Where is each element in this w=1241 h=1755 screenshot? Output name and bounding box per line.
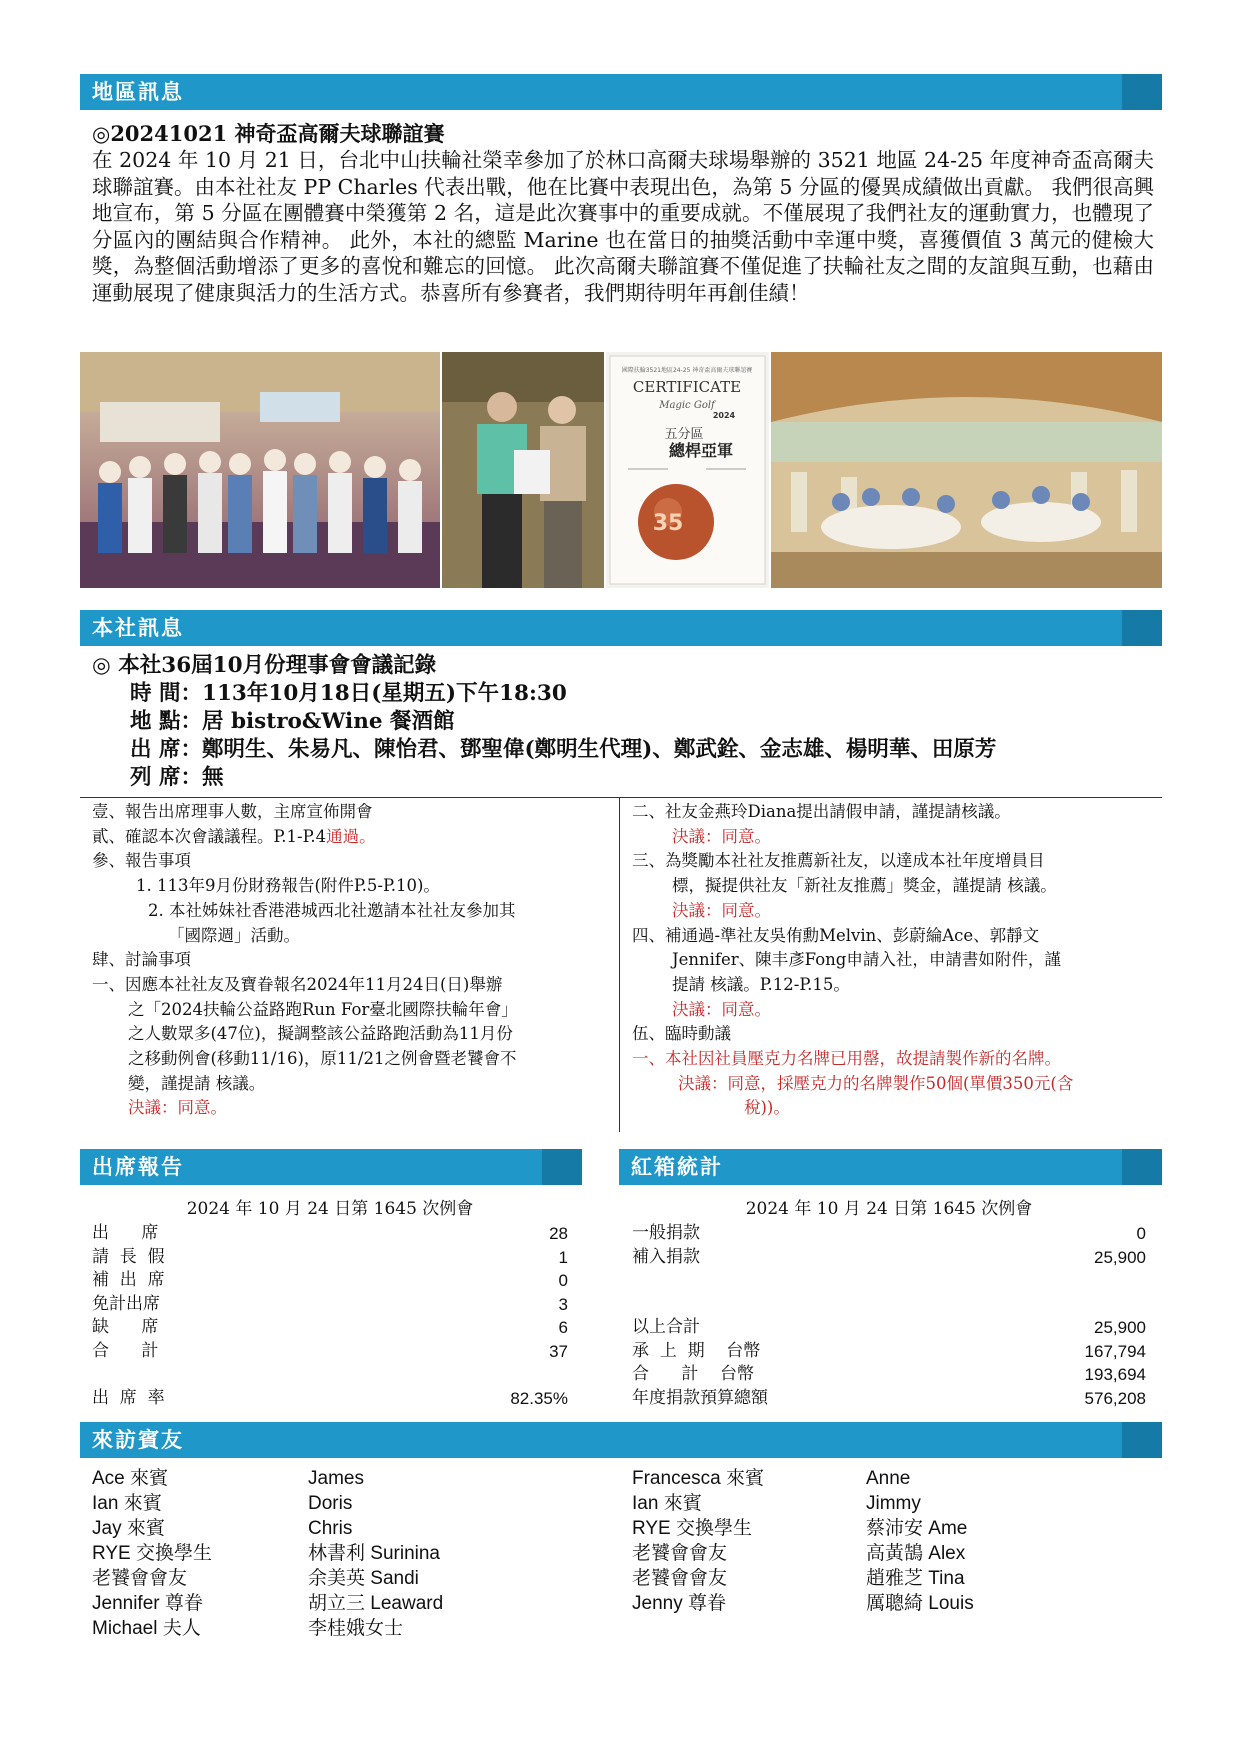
minutes-line-text: 稅))。 xyxy=(744,1098,790,1118)
stat-row xyxy=(632,1269,1146,1293)
group-photo-illustration xyxy=(80,352,440,588)
minutes-line-text: 決議：同意。 xyxy=(672,999,771,1019)
minutes-line-text: 壹、報告出席理事人數，主席宣佈開會 xyxy=(92,802,373,821)
stat-value: 3 xyxy=(558,1294,568,1314)
minutes-line xyxy=(632,1096,1162,1121)
stat-label: 缺 席 xyxy=(92,1317,159,1337)
stat-label: 一般捐款 xyxy=(632,1223,700,1243)
visitors-section-header xyxy=(80,1422,1162,1458)
meeting-time: 時 間：113年10月18日(星期五)下午18:30 xyxy=(130,681,567,706)
minutes-line-text: 伍、臨時動議 xyxy=(632,1024,731,1044)
stat-row xyxy=(632,1316,1146,1340)
minutes-line xyxy=(92,825,612,850)
cert-division: 五分區 xyxy=(664,427,704,442)
visitor-name: Ian 來賓 xyxy=(92,1493,162,1514)
stat-row xyxy=(92,1222,568,1246)
region-section-header xyxy=(80,74,1162,110)
minutes-line xyxy=(632,1022,1162,1047)
minutes-line xyxy=(92,1096,612,1121)
stat-row xyxy=(632,1293,1146,1317)
minutes-line xyxy=(92,973,612,998)
minutes-line xyxy=(632,874,1162,899)
minutes-line-text: Jennifer、陳丰彥Fong申請入社，申請書如附件，謹 xyxy=(672,950,1061,970)
cert-year: 2024 xyxy=(712,411,736,420)
minutes-line-text: 一、因應本社社友及寶眷報名2024年11月24日(日)舉辦 xyxy=(92,974,503,994)
visitor-name: Jay 來賓 xyxy=(92,1518,165,1539)
minutes-left-column xyxy=(92,800,612,1121)
club-header-text: 本社訊息 xyxy=(92,616,184,640)
minutes-line-text: 二、社友金燕玲Diana提出請假申請，謹提請核議。 xyxy=(632,802,1011,821)
meeting-place: 地 點：居 bistro&Wine 餐酒館 xyxy=(130,709,455,734)
minutes-line-text: 貳、確認本次會議議程。P.1-P.4 xyxy=(92,826,327,846)
stat-label: 承 上 期 台幣 xyxy=(632,1340,761,1361)
golf-article-title: ◎20241021 神奇盃高爾夫球聯誼賽 xyxy=(92,121,445,146)
visitor-name: Ian 來賓 xyxy=(632,1493,702,1514)
minutes-line xyxy=(632,899,1162,924)
visitors-column-2 xyxy=(308,1466,443,1641)
minutes-line-text: 之人數眾多(47位)，擬調整該公益路跑活動為11月份 xyxy=(128,1024,513,1044)
minutes-line-text: 決議：同意。 xyxy=(672,826,771,846)
stat-row xyxy=(632,1340,1146,1364)
banquet-photo-illustration xyxy=(771,352,1162,588)
visitor-name: 余美英 Sandi xyxy=(308,1568,419,1589)
attendance-date: 2024 年 10 月 24 日第 1645 次例會 xyxy=(186,1199,474,1219)
stat-row xyxy=(92,1363,568,1387)
visitor-name: 蔡沛安 Ame xyxy=(866,1518,968,1539)
stat-row xyxy=(92,1269,568,1293)
header-bar-cap xyxy=(1122,1422,1162,1458)
header-bar-cap xyxy=(542,1149,582,1185)
visitor-name: 老饕會會友 xyxy=(632,1568,728,1589)
minutes-top-rule xyxy=(80,797,1162,798)
minutes-line xyxy=(632,825,1162,850)
visitor-name: Jenny 尊眷 xyxy=(632,1593,726,1614)
visitor-name: Chris xyxy=(308,1518,353,1539)
minutes-line-text: 變，謹提請 核議。 xyxy=(128,1073,266,1093)
minutes-line xyxy=(632,948,1162,973)
visitor-name: 老饕會會友 xyxy=(92,1568,188,1589)
stat-row xyxy=(632,1363,1146,1387)
minutes-line xyxy=(92,1022,612,1047)
visitors-column-1 xyxy=(92,1466,212,1641)
minutes-line xyxy=(632,849,1162,874)
minutes-line xyxy=(632,800,1162,825)
header-bar-cap xyxy=(1122,1149,1162,1185)
minutes-line-text: 三、為獎勵本社社友推薦新社友，以達成本社年度增員目 xyxy=(632,851,1045,871)
stat-value: 6 xyxy=(558,1318,568,1337)
visitor-name: 厲聰綺 Louis xyxy=(866,1593,974,1614)
minutes-line-text: 之「2024扶輪公益路跑Run For臺北國際扶輪年會」 xyxy=(128,999,518,1019)
minutes-line-text: 四、補通過-準社友吳侑勳Melvin、彭蔚綸Ace、郭靜文 xyxy=(632,925,1040,945)
visitor-name: Michael 夫人 xyxy=(92,1618,201,1639)
minutes-line-text: 一、本社因社員壓克力名牌已用罄，故提請製作新的名牌。 xyxy=(632,1049,1061,1069)
redbox-header-text: 紅箱統計 xyxy=(631,1155,723,1179)
stat-row xyxy=(632,1387,1146,1411)
attendance-header-text: 出席報告 xyxy=(92,1155,184,1179)
minutes-line xyxy=(632,1047,1162,1072)
stat-value: 28 xyxy=(549,1224,568,1243)
meeting-title: ◎ 本社36屆10月份理事會會議記錄 xyxy=(92,653,437,678)
stat-label: 補 出 席 xyxy=(92,1270,165,1290)
minutes-line-text: 決議：同意。 xyxy=(128,1098,227,1118)
visitor-name: 高黃鵠 Alex xyxy=(866,1543,966,1564)
cert-top-line: 國際扶輪3521地區24-25 神奇盃高爾夫球聯誼賽 xyxy=(621,367,753,374)
stat-value: 25,900 xyxy=(1094,1247,1146,1267)
stat-row xyxy=(632,1222,1146,1246)
header-bar-cap xyxy=(1122,74,1162,110)
award-photo-illustration xyxy=(442,352,604,588)
minutes-line-text: 標，擬提供社友「新社友推薦」獎金，謹提請 核議。 xyxy=(672,876,1057,896)
minutes-line-text: 肆、討論事項 xyxy=(92,950,191,970)
certificate-illustration xyxy=(606,352,769,588)
visitors-column-3 xyxy=(632,1466,764,1616)
stat-label: 請 長 假 xyxy=(92,1246,165,1267)
visitor-name: 李桂娥女士 xyxy=(308,1618,404,1639)
visitor-name: Doris xyxy=(308,1493,353,1514)
minutes-line-text: 參、報告事項 xyxy=(92,851,191,871)
visitor-name: Ace 來賓 xyxy=(92,1468,169,1489)
stat-row xyxy=(92,1293,568,1317)
stat-label: 出 席 xyxy=(92,1223,159,1243)
stat-label: 合 計 xyxy=(92,1340,159,1361)
cert-title: CERTIFICATE xyxy=(632,378,742,396)
stat-value: 1 xyxy=(558,1247,568,1267)
visitor-name: James xyxy=(308,1468,364,1489)
minutes-line-text: 決議：同意，採壓克力的名牌製作50個(單價350元(含 xyxy=(678,1073,1074,1093)
redbox-date: 2024 年 10 月 24 日第 1645 次例會 xyxy=(745,1199,1033,1219)
minutes-line-text: 之移動例會(移動11/16)，原11/21之例會暨老饕會不 xyxy=(128,1049,517,1069)
visitors-header-text: 來訪賓友 xyxy=(92,1428,184,1452)
stat-row xyxy=(92,1387,568,1411)
minutes-line xyxy=(92,874,612,899)
cert-ball-number: 35 xyxy=(652,511,684,536)
stat-value: 167,794 xyxy=(1084,1341,1146,1361)
visitor-name: Francesca 來賓 xyxy=(632,1468,764,1489)
stat-value: 193,694 xyxy=(1084,1365,1146,1384)
visitor-name: Jimmy xyxy=(866,1493,921,1514)
meeting-observers: 列 席：無 xyxy=(130,765,224,790)
minutes-line-text: 2. 本社姊妹社香港港城西北社邀請本社社友參加其 xyxy=(148,900,516,920)
minutes-line xyxy=(92,849,612,874)
minutes-line xyxy=(632,973,1162,998)
visitor-name: Anne xyxy=(866,1468,911,1489)
club-section-header xyxy=(80,610,1162,646)
minutes-line xyxy=(92,998,612,1023)
minutes-column-divider xyxy=(619,798,620,1132)
stat-label: 出 席 率 xyxy=(92,1387,165,1408)
header-bar-cap xyxy=(1122,610,1162,646)
stat-row xyxy=(92,1340,568,1364)
stat-label: 補入捐款 xyxy=(632,1246,700,1267)
stat-value: 0 xyxy=(1136,1224,1146,1243)
visitors-column-4 xyxy=(866,1466,974,1616)
minutes-line-status: 通過。 xyxy=(326,826,376,846)
minutes-line xyxy=(92,948,612,973)
minutes-line xyxy=(92,924,612,949)
stat-label: 以上合計 xyxy=(632,1317,700,1337)
stat-row xyxy=(92,1316,568,1340)
minutes-right-column xyxy=(632,800,1162,1121)
attendance-table xyxy=(92,1198,568,1410)
meeting-attendees: 出 席：鄭明生、朱易凡、陳怡君、鄧聖偉(鄭明生代理)、鄭武銓、金志雄、楊明華、田原芳 xyxy=(130,737,997,762)
minutes-line xyxy=(632,1072,1162,1097)
minutes-line xyxy=(632,924,1162,949)
region-header-text: 地區訊息 xyxy=(92,80,184,104)
redbox-table xyxy=(632,1198,1146,1410)
cert-award: 總桿亞軍 xyxy=(668,441,734,460)
banquet-photo xyxy=(771,352,1162,588)
stat-value: 25,900 xyxy=(1094,1318,1146,1337)
attendance-section-header xyxy=(80,1149,582,1185)
stat-row xyxy=(632,1246,1146,1270)
stat-label: 免計出席 xyxy=(92,1293,160,1314)
stat-value: 0 xyxy=(558,1271,568,1290)
minutes-line xyxy=(92,899,612,924)
minutes-line-text: 1. 113年9月份財務報告(附件P.5-P.10)。 xyxy=(136,876,440,896)
stat-value: 576,208 xyxy=(1084,1388,1146,1408)
group-photo xyxy=(80,352,440,588)
stat-value: 37 xyxy=(549,1341,568,1361)
stat-label: 年度捐款預算總額 xyxy=(632,1387,768,1408)
award-photo xyxy=(442,352,604,588)
cert-script: Magic Golf xyxy=(659,400,715,411)
minutes-line xyxy=(92,1047,612,1072)
stat-label: 合 計 台幣 xyxy=(632,1364,755,1384)
minutes-line xyxy=(92,800,612,825)
visitor-name: RYE 交換學生 xyxy=(92,1543,213,1564)
minutes-line-text: 提請 核議。P.12-P.15。 xyxy=(672,974,850,994)
visitor-name: Jennifer 尊眷 xyxy=(92,1593,203,1614)
visitor-name: RYE 交換學生 xyxy=(632,1518,753,1539)
minutes-line-text: 「國際週」活動。 xyxy=(168,925,300,945)
stat-row xyxy=(92,1246,568,1270)
minutes-line xyxy=(632,998,1162,1023)
visitor-name: 林書利 Surinina xyxy=(308,1543,440,1564)
minutes-line xyxy=(92,1072,612,1097)
golf-article-body: 在 2024 年 10 月 21 日，台北中山扶輪社榮幸參加了於林口高爾夫球場舉辦的 3521 地區 24-25 年度神奇盃高爾夫球聯誼賽。由本社社友 PP Charles 代表出戰，他在比賽中表現出色，為第 5 分區的優異成績做出貢獻。 我們很高興地宣布，第 5 分區在團體賽中榮獲第 2 名，這是此次賽事中的重要成就。不僅展現了我們社友的運動實力，也體現了分區內的團結與合作精神。 此外，本社的總監 Marine 也在當日的抽獎活動中幸運中獎，喜獲價值 3 萬元的健檢大獎，為整個活動增添了更多的喜悅和難忘的回憶。 此次高爾夫聯誼賽不僅促進了扶輪社友之間的友誼與互動，也藉由運動展現了健康與活力的生活方式。恭喜所有參賽者，我們期待明年再創佳績！ xyxy=(92,148,1154,305)
certificate-photo xyxy=(606,352,769,588)
visitor-name: 胡立三 Leaward xyxy=(308,1593,444,1614)
redbox-section-header xyxy=(619,1149,1162,1185)
minutes-line-text: 決議：同意。 xyxy=(672,900,771,920)
stat-value: 82.35% xyxy=(510,1388,568,1408)
visitor-name: 老饕會會友 xyxy=(632,1543,728,1564)
visitor-name: 趙雅芝 Tina xyxy=(866,1568,965,1589)
